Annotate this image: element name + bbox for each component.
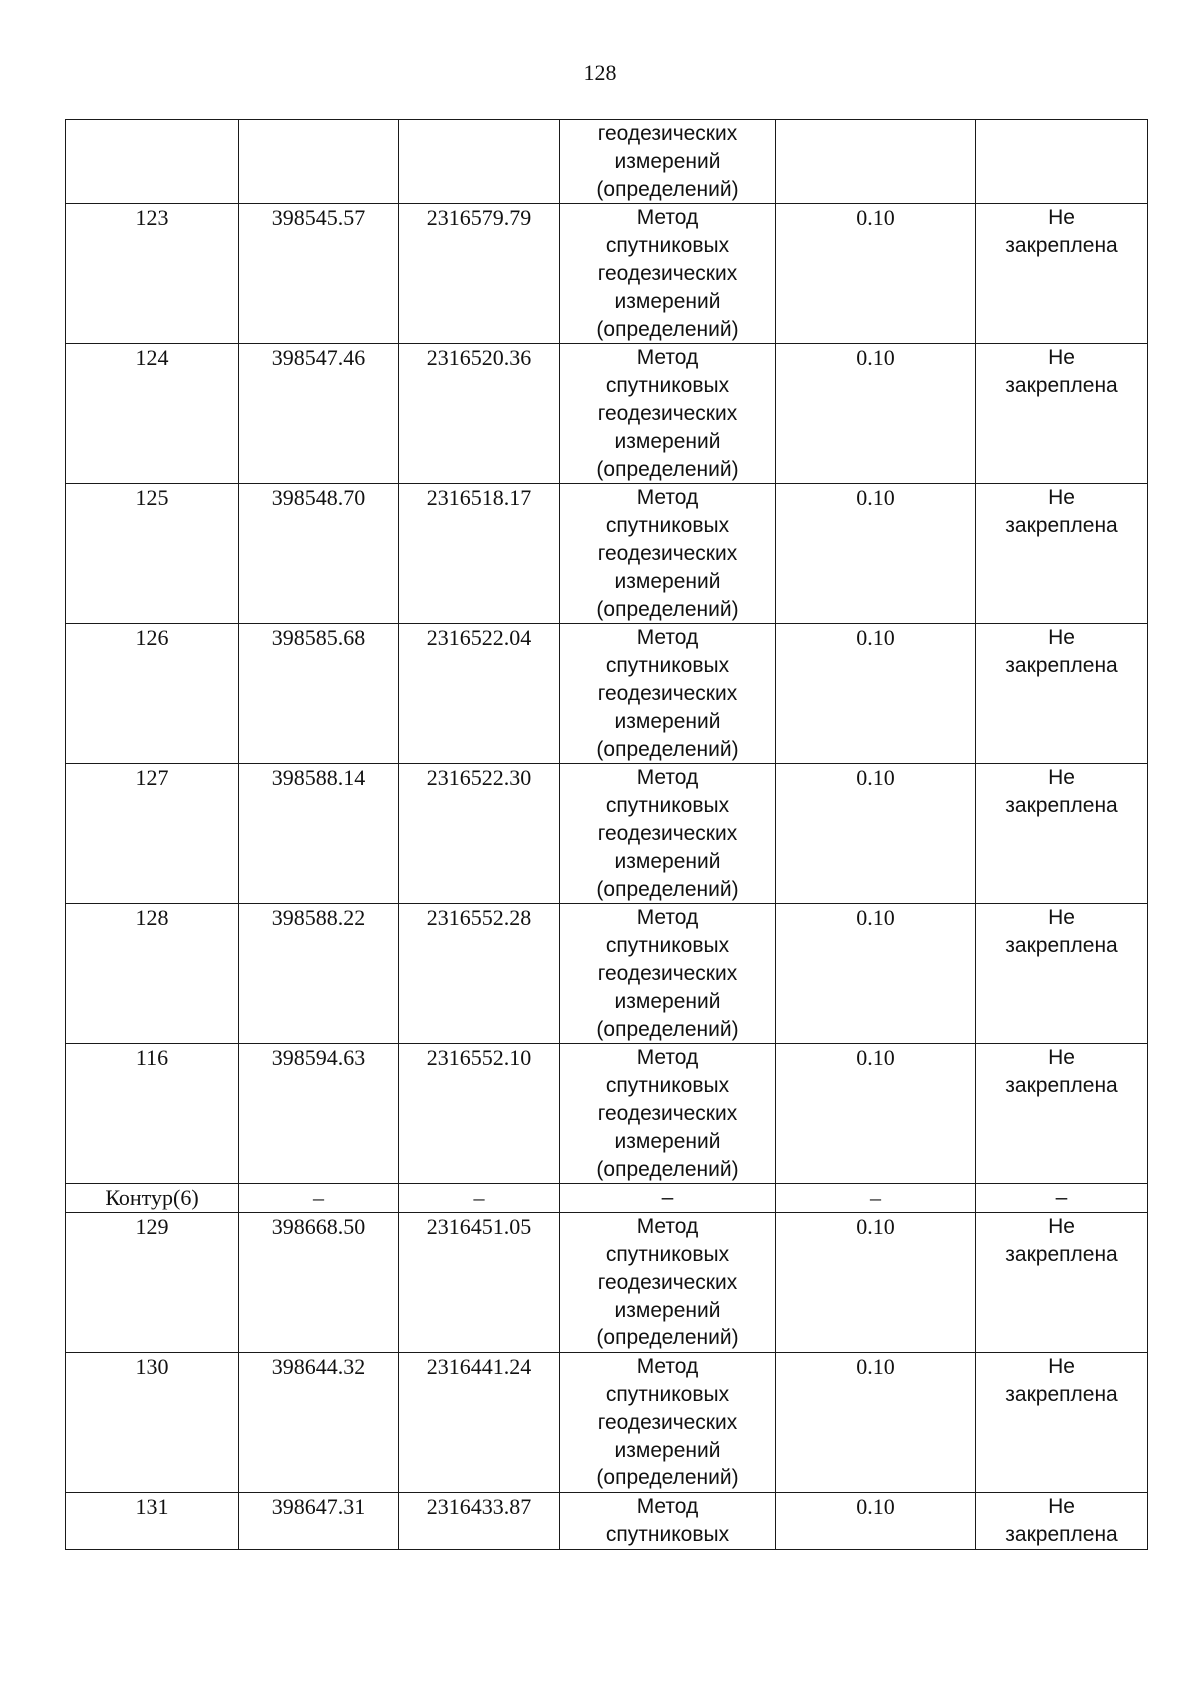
fixation-line: Не — [1048, 346, 1075, 370]
cell-num — [66, 120, 239, 204]
accuracy-value: 0.10 — [856, 1494, 895, 1520]
page-number: 128 — [583, 60, 617, 85]
cell-method — [560, 1213, 776, 1353]
fixation-line: закреплена — [1005, 1074, 1118, 1098]
method-line: геодезических — [597, 821, 738, 845]
cell-num — [66, 204, 239, 344]
fixation-line: закреплена — [1005, 1522, 1118, 1546]
cell-method — [560, 204, 776, 344]
coordinate-y: 2316579.79 — [426, 205, 532, 231]
cell-num — [66, 1493, 239, 1550]
coordinate-x: 398545.57 — [271, 205, 366, 231]
method-line: спутниковых — [605, 654, 730, 678]
coordinate-x: 398644.32 — [271, 1354, 366, 1380]
coordinate-y: 2316522.30 — [426, 765, 532, 791]
coordinate-x: 398588.14 — [271, 765, 366, 791]
method-line: спутниковых — [605, 1242, 730, 1266]
cell-x — [239, 344, 399, 484]
method-line: измерений — [614, 569, 721, 593]
fixation-line: закреплена — [1005, 234, 1118, 258]
coordinate-x: 398547.46 — [271, 345, 366, 371]
method-line: геодезических — [597, 401, 738, 425]
cell-x — [239, 624, 399, 764]
coordinate-x: 398585.68 — [271, 625, 366, 651]
point-number: 123 — [135, 205, 169, 231]
method-line: спутниковых — [605, 1522, 730, 1546]
cell-accuracy — [776, 484, 976, 624]
dash: – — [870, 1185, 881, 1211]
coordinate-y: 2316441.24 — [426, 1354, 532, 1380]
method-line: спутниковых — [605, 1074, 730, 1098]
point-number: 127 — [135, 765, 169, 791]
point-number: 128 — [135, 905, 169, 931]
point-number: 116 — [135, 1045, 169, 1071]
cell-y — [399, 344, 560, 484]
method-line: (определений) — [596, 1157, 739, 1181]
table-row — [66, 344, 1148, 484]
method-line: (определений) — [596, 877, 739, 901]
cell-x — [239, 1044, 399, 1184]
cell-accuracy — [776, 344, 976, 484]
contour-label: Контур(6) — [105, 1185, 199, 1211]
point-number: 131 — [135, 1494, 169, 1520]
method-line: Метод — [636, 906, 699, 930]
cell-x — [239, 764, 399, 904]
method-line: (определений) — [596, 597, 739, 621]
cell-dash — [776, 1184, 976, 1213]
table-row — [66, 1044, 1148, 1184]
method-line: измерений — [614, 849, 721, 873]
point-number: 125 — [135, 485, 169, 511]
method-line: измерений — [614, 149, 721, 173]
method-line: Метод — [636, 1495, 699, 1519]
point-number: 129 — [135, 1214, 169, 1240]
cell-method — [560, 904, 776, 1044]
fixation-line: Не — [1048, 486, 1075, 510]
fixation-line: Не — [1048, 1495, 1075, 1519]
method-line: спутниковых — [605, 794, 730, 818]
fixation-line: Не — [1048, 906, 1075, 930]
accuracy-value: 0.10 — [856, 905, 895, 931]
accuracy-value: 0.10 — [856, 205, 895, 231]
fixation-line: закреплена — [1005, 934, 1118, 958]
coordinate-y: 2316518.17 — [426, 485, 532, 511]
cell-y — [399, 904, 560, 1044]
cell-method — [560, 484, 776, 624]
cell-fixation — [976, 204, 1148, 344]
cell-num — [66, 904, 239, 1044]
cell-accuracy — [776, 1493, 976, 1550]
continuation-row — [66, 120, 1148, 204]
cell-num — [66, 1044, 239, 1184]
point-number: 130 — [135, 1354, 169, 1380]
cell-y — [399, 204, 560, 344]
cell-dash — [239, 1184, 399, 1213]
accuracy-value: 0.10 — [856, 345, 895, 371]
cell-x — [239, 1353, 399, 1493]
cell-accuracy — [776, 1213, 976, 1353]
table-row — [66, 484, 1148, 624]
accuracy-value: 0.10 — [856, 625, 895, 651]
cell-accuracy — [776, 764, 976, 904]
method-line: измерений — [614, 709, 721, 733]
method-line: геодезических — [597, 261, 738, 285]
cell-num — [66, 1213, 239, 1353]
cell-method — [560, 344, 776, 484]
coordinate-x: 398668.50 — [271, 1214, 366, 1240]
method-line: геодезических — [597, 1270, 738, 1294]
cell-accuracy — [776, 1353, 976, 1493]
cell-fixation — [976, 1493, 1148, 1550]
table-row — [66, 1493, 1148, 1550]
method-line: (определений) — [596, 177, 739, 201]
fixation-line: закреплена — [1005, 794, 1118, 818]
method-line: измерений — [614, 289, 721, 313]
dash: – — [661, 1186, 674, 1210]
cell-contour-label — [66, 1184, 239, 1213]
method-line: измерений — [614, 1438, 721, 1462]
cell-y — [399, 120, 560, 204]
method-line: Метод — [636, 1355, 699, 1379]
fixation-line: Не — [1048, 206, 1075, 230]
coordinate-y: 2316520.36 — [426, 345, 532, 371]
method-line: Метод — [636, 486, 699, 510]
cell-y — [399, 1353, 560, 1493]
method-line: спутниковых — [605, 514, 730, 538]
fixation-line: Не — [1048, 1355, 1075, 1379]
accuracy-value: 0.10 — [856, 1045, 895, 1071]
cell-fixation — [976, 484, 1148, 624]
method-line: (определений) — [596, 457, 739, 481]
cell-accuracy — [776, 204, 976, 344]
point-number: 124 — [135, 345, 169, 371]
fixation-line: Не — [1048, 1046, 1075, 1070]
cell-num — [66, 764, 239, 904]
cell-x — [239, 904, 399, 1044]
accuracy-value: 0.10 — [856, 1354, 895, 1380]
cell-y — [399, 1213, 560, 1353]
table-row — [66, 764, 1148, 904]
accuracy-value: 0.10 — [856, 765, 895, 791]
cell-accuracy — [776, 904, 976, 1044]
cell-fixation — [976, 624, 1148, 764]
fixation-line: закреплена — [1005, 514, 1118, 538]
coordinate-y: 2316552.10 — [426, 1045, 532, 1071]
cell-fixation — [976, 1044, 1148, 1184]
cell-dash — [399, 1184, 560, 1213]
cell-num — [66, 1353, 239, 1493]
table-row — [66, 204, 1148, 344]
cell-fixation — [976, 1213, 1148, 1353]
method-line: (определений) — [596, 317, 739, 341]
coordinate-y: 2316552.28 — [426, 905, 532, 931]
cell-accuracy — [776, 624, 976, 764]
method-line: геодезических — [597, 1410, 738, 1434]
method-line: Метод — [636, 1046, 699, 1070]
fixation-line: Не — [1048, 1215, 1075, 1239]
method-line: спутниковых — [605, 1382, 730, 1406]
method-line: измерений — [614, 1298, 721, 1322]
cell-method — [560, 1353, 776, 1493]
cell-fixation — [976, 344, 1148, 484]
accuracy-value: 0.10 — [856, 485, 895, 511]
method-line: (определений) — [596, 1466, 739, 1490]
dash: – — [473, 1185, 485, 1211]
method-line: (определений) — [596, 1326, 739, 1350]
cell-accuracy — [776, 120, 976, 204]
cell-num — [66, 344, 239, 484]
cell-method — [560, 624, 776, 764]
cell-fixation — [976, 764, 1148, 904]
table-row — [66, 1213, 1148, 1353]
method-line: Метод — [636, 206, 699, 230]
cell-y — [399, 484, 560, 624]
cell-x — [239, 204, 399, 344]
cell-method — [560, 764, 776, 904]
method-line: спутниковых — [605, 934, 730, 958]
cell-fixation — [976, 120, 1148, 204]
fixation-line: закреплена — [1005, 654, 1118, 678]
contour-row — [66, 1184, 1148, 1213]
cell-y — [399, 764, 560, 904]
table-row — [66, 904, 1148, 1044]
cell-x — [239, 120, 399, 204]
method-line: измерений — [614, 989, 721, 1013]
coordinate-x: 398548.70 — [271, 485, 366, 511]
method-line: измерений — [614, 429, 721, 453]
method-line: геодезических — [597, 541, 738, 565]
cell-method — [560, 1493, 776, 1550]
method-line: геодезических — [597, 961, 738, 985]
coordinate-y: 2316451.05 — [426, 1214, 532, 1240]
coordinate-x: 398588.22 — [271, 905, 366, 931]
fixation-line: закреплена — [1005, 1382, 1118, 1406]
cell-x — [239, 1213, 399, 1353]
fixation-line: закреплена — [1005, 374, 1118, 398]
dash: – — [1055, 1186, 1068, 1210]
cell-num — [66, 624, 239, 764]
cell-num — [66, 484, 239, 624]
method-line: Метод — [636, 626, 699, 650]
method-line: Метод — [636, 1215, 699, 1239]
coordinate-y: 2316522.04 — [426, 625, 532, 651]
coordinate-x: 398594.63 — [271, 1045, 366, 1071]
cell-y — [399, 1493, 560, 1550]
table-row — [66, 1353, 1148, 1493]
cell-method — [560, 1044, 776, 1184]
cell-y — [399, 624, 560, 764]
fixation-line: закреплена — [1005, 1242, 1118, 1266]
method-line: (определений) — [596, 737, 739, 761]
cell-dash — [560, 1184, 776, 1213]
coordinate-y: 2316433.87 — [426, 1494, 532, 1520]
point-number: 126 — [135, 625, 169, 651]
method-line: (определений) — [596, 1017, 739, 1041]
cell-dash — [976, 1184, 1148, 1213]
method-line: геодезических — [597, 1101, 738, 1125]
fixation-line: Не — [1048, 626, 1075, 650]
table-row — [66, 624, 1148, 764]
coordinates-table — [65, 119, 1148, 1550]
cell-x — [239, 484, 399, 624]
method-line: геодезических — [597, 681, 738, 705]
cell-method — [560, 120, 776, 204]
dash: – — [313, 1185, 324, 1211]
method-line: Метод — [636, 346, 699, 370]
cell-fixation — [976, 1353, 1148, 1493]
method-line: спутниковых — [605, 374, 730, 398]
cell-accuracy — [776, 1044, 976, 1184]
method-line: Метод — [636, 766, 699, 790]
method-line: спутниковых — [605, 234, 730, 258]
method-line: геодезических — [597, 122, 738, 145]
cell-y — [399, 1044, 560, 1184]
cell-x — [239, 1493, 399, 1550]
fixation-line: Не — [1048, 766, 1075, 790]
cell-fixation — [976, 904, 1148, 1044]
method-line: измерений — [614, 1129, 721, 1153]
coordinate-x: 398647.31 — [271, 1494, 366, 1520]
accuracy-value: 0.10 — [856, 1214, 895, 1240]
